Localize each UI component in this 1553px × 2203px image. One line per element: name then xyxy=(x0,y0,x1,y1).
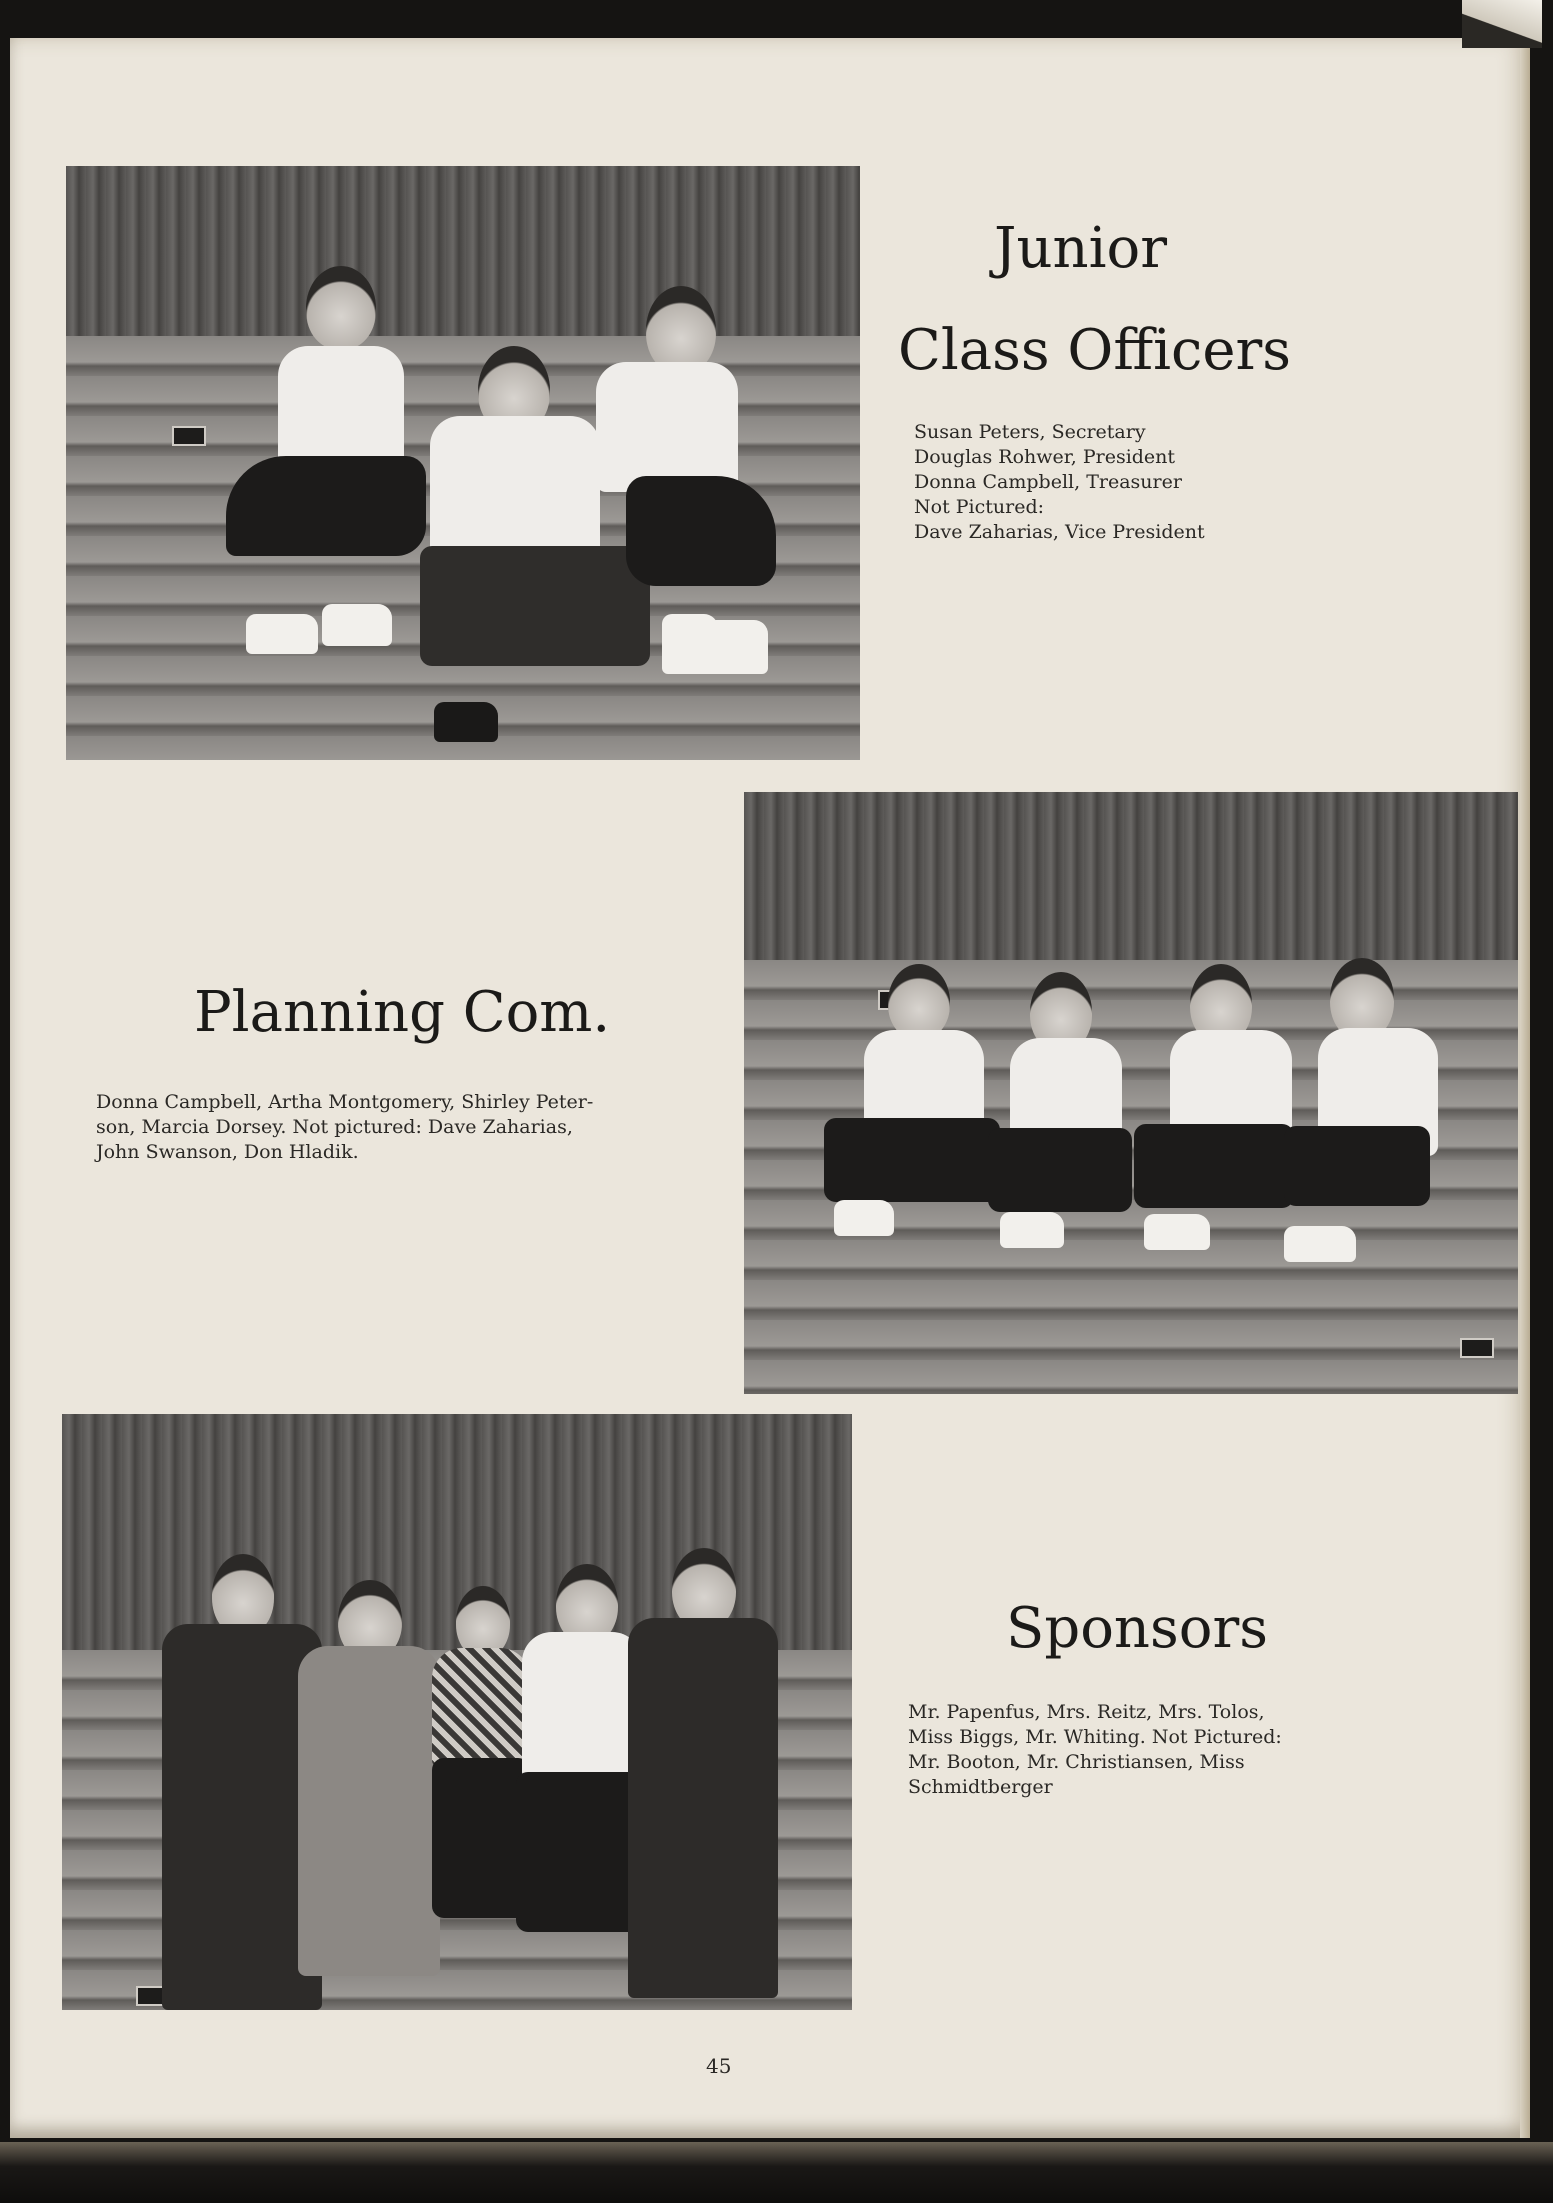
sponsor-dress xyxy=(298,1646,440,1976)
stage-curtain xyxy=(66,166,860,336)
wall-outlet xyxy=(172,426,206,446)
caption-line: Schmidtberger xyxy=(908,1776,1053,1798)
sponsor-plaid-top xyxy=(432,1648,530,1768)
committee-member-head xyxy=(888,964,950,1040)
officer-shoe xyxy=(246,614,318,654)
sponsors-heading: Sponsors xyxy=(1006,1596,1268,1661)
caption-line: Not Pictured: xyxy=(914,496,1045,518)
officer-skirt xyxy=(226,456,426,556)
officer-trousers xyxy=(420,546,650,666)
committee-member-pants xyxy=(988,1128,1132,1212)
committee-member-shoe xyxy=(834,1200,894,1236)
caption-line: Douglas Rohwer, President xyxy=(914,446,1176,468)
officer-blouse xyxy=(278,346,404,466)
junior-heading: Junior xyxy=(994,216,1167,281)
wall-outlet xyxy=(1460,1338,1494,1358)
officer-blouse xyxy=(596,362,738,492)
caption-line: Mr. Booton, Mr. Christiansen, Miss xyxy=(908,1751,1245,1773)
folded-corner xyxy=(1462,0,1542,48)
page-edge xyxy=(1520,38,1530,2138)
officer-head xyxy=(306,266,376,350)
caption-line: Dave Zaharias, Vice President xyxy=(914,521,1205,543)
sponsor-suit xyxy=(628,1618,778,1998)
stage-curtain xyxy=(744,792,1518,960)
sponsors-caption xyxy=(908,1700,1282,1800)
class-officers-heading: Class Officers xyxy=(898,318,1292,383)
caption-line: Miss Biggs, Mr. Whiting. Not Pictured: xyxy=(908,1726,1282,1748)
committee-member-shoe xyxy=(1000,1212,1064,1248)
caption-line: Donna Campbell, Treasurer xyxy=(914,471,1182,493)
officer-skirt xyxy=(626,476,776,586)
planning-committee-photo xyxy=(744,792,1518,1394)
caption-line: John Swanson, Don Hladik. xyxy=(96,1141,359,1163)
officer-head xyxy=(646,286,716,374)
officer-shoe xyxy=(322,604,392,646)
officer-shoe xyxy=(434,702,498,742)
caption-line: son, Marcia Dorsey. Not pictured: Dave Zaharias, xyxy=(96,1116,573,1138)
caption-line: Donna Campbell, Artha Montgomery, Shirley Peter- xyxy=(96,1091,594,1113)
sponsors-photo xyxy=(62,1414,852,2010)
page-number: 45 xyxy=(706,2054,732,2078)
committee-member-pants xyxy=(824,1118,1000,1202)
committee-member-shoe xyxy=(1144,1214,1210,1250)
caption-line: Susan Peters, Secretary xyxy=(914,421,1146,443)
officer-shoe xyxy=(706,620,768,674)
committee-member-pants xyxy=(1284,1126,1430,1206)
planning-committee-caption xyxy=(96,1090,593,1165)
scan-bottom-edge xyxy=(0,2142,1553,2203)
committee-member-pants xyxy=(1134,1124,1294,1208)
junior-officers-caption xyxy=(914,420,1205,545)
planning-committee-heading: Planning Com. xyxy=(194,980,611,1045)
officer-sweater xyxy=(430,416,600,566)
junior-officers-photo xyxy=(66,166,860,760)
caption-line: Mr. Papenfus, Mrs. Reitz, Mrs. Tolos, xyxy=(908,1701,1265,1723)
committee-member-shoe xyxy=(1284,1226,1356,1262)
sponsor-sweater xyxy=(522,1632,642,1782)
